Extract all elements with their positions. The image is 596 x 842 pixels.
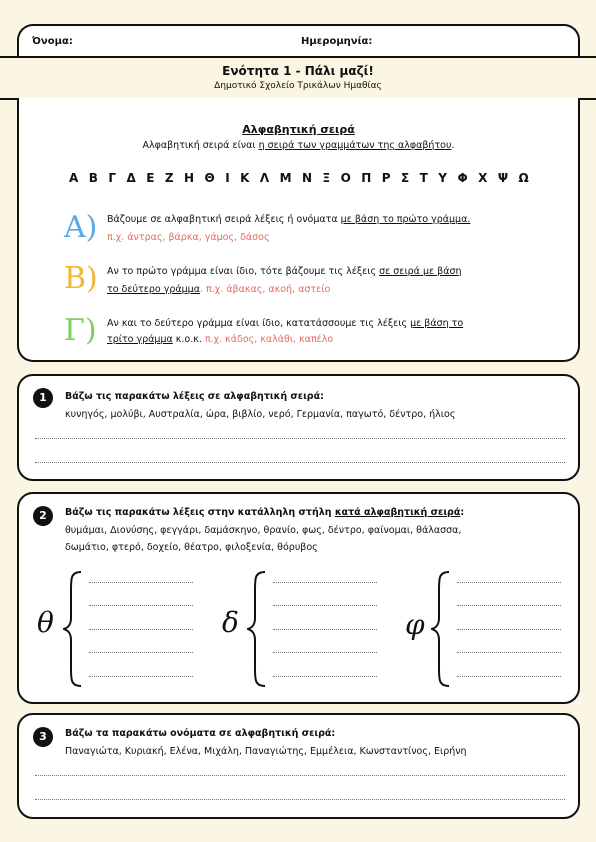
exercise-3-box bbox=[17, 713, 580, 819]
column-delta-letter: δ bbox=[222, 606, 239, 639]
rule-c-letter: Γ) bbox=[64, 313, 97, 348]
alphabet-letter: Η bbox=[184, 171, 195, 185]
alphabet-letter: Β bbox=[88, 171, 98, 185]
answer-line[interactable] bbox=[457, 652, 561, 653]
answer-line[interactable] bbox=[89, 676, 193, 677]
rule-b-underlined: σε σειρά με βάση bbox=[379, 266, 462, 277]
definition-text: Αλφαβητική σειρά είναι bbox=[142, 140, 259, 151]
alphabet-letter: Ι bbox=[225, 171, 230, 185]
answer-line[interactable] bbox=[273, 629, 377, 630]
example-label: . π.χ. bbox=[199, 284, 227, 295]
curly-brace bbox=[431, 570, 451, 688]
exercise-3-instruction: Βάζω τα παρακάτω ονόματα σε αλφαβητική σειρά: bbox=[65, 728, 336, 739]
alphabet-letter: Υ bbox=[438, 171, 447, 185]
answer-line[interactable] bbox=[35, 438, 565, 439]
rule-a-text bbox=[107, 214, 470, 225]
rule-b-line2 bbox=[107, 284, 330, 295]
example-label: π.χ. bbox=[204, 334, 226, 345]
definition-underlined: η σειρά των γραμμάτων της αλφαβήτου bbox=[258, 140, 452, 151]
exercise-2-words-line-2: δωμάτιο, φτερό, δοχείο, θέατρο, φιλοξενία, θόρυβος bbox=[65, 542, 318, 553]
column-phi-letter: φ bbox=[405, 608, 425, 641]
alphabet-letter: Μ bbox=[279, 171, 292, 185]
alphabet-letter: Ρ bbox=[381, 171, 391, 185]
answer-line[interactable] bbox=[457, 629, 561, 630]
answer-line[interactable] bbox=[89, 605, 193, 606]
instruction-text: Βάζω τις παρακάτω λέξεις στην κατάλληλη στήλη bbox=[65, 507, 335, 518]
rule-c-underlined: με βάση το bbox=[410, 318, 464, 329]
alphabet-letter: Δ bbox=[126, 171, 136, 185]
answer-line[interactable] bbox=[35, 462, 565, 463]
rule-b-letter: Β) bbox=[64, 261, 98, 296]
rule-a-line: Βάζουμε σε αλφαβητική σειρά λέξεις ή ονόματα bbox=[107, 214, 341, 225]
rule-b-line: Αν το πρώτο γράμμα είναι ίδιο, τότε βάζουμε τις λέξεις bbox=[107, 266, 380, 277]
theory-box bbox=[17, 98, 580, 362]
answer-line[interactable] bbox=[457, 676, 561, 677]
exercise-1-words: κυνηγός, μολύβι, Αυστραλία, ώρα, βιβλίο, νερό, Γερμανία, παγωτό, δέντρο, ήλιος bbox=[65, 409, 456, 420]
alphabet-letter: Ζ bbox=[164, 171, 174, 185]
exercise-1-box bbox=[17, 374, 580, 481]
answer-line[interactable] bbox=[35, 775, 565, 776]
alphabet-letter: Ε bbox=[146, 171, 155, 185]
alphabet-letter: Τ bbox=[419, 171, 428, 185]
exercise-2-instruction bbox=[65, 507, 464, 518]
alphabet-letter: Ο bbox=[340, 171, 351, 185]
answer-line[interactable] bbox=[89, 652, 193, 653]
alphabet-letter: Χ bbox=[478, 171, 488, 185]
rule-b-underlined-2: το δεύτερο γράμμα bbox=[107, 284, 200, 295]
answer-line[interactable] bbox=[89, 629, 193, 630]
rule-c-line2 bbox=[107, 334, 333, 345]
curly-brace bbox=[63, 570, 83, 688]
column-theta-letter: θ bbox=[37, 606, 54, 639]
curly-brace bbox=[247, 570, 267, 688]
exercise-1-instruction: Βάζω τις παρακάτω λέξεις σε αλφαβητική σειρά: bbox=[65, 391, 324, 402]
answer-line[interactable] bbox=[273, 582, 377, 583]
answer-line[interactable] bbox=[457, 605, 561, 606]
alphabet-letter: Ν bbox=[302, 171, 313, 185]
answer-line[interactable] bbox=[35, 799, 565, 800]
instruction-underlined: κατά αλφαβητική σειρά bbox=[334, 507, 461, 518]
alphabet-letter: Θ bbox=[204, 171, 215, 185]
theory-heading: Αλφαβητική σειρά bbox=[242, 123, 355, 136]
exercise-2-words-line-1: θυμάμαι, Διονύσης, φεγγάρι, δαμάσκηνο, θρανίο, φως, δέντρο, φαίνομαι, θάλασσα, bbox=[65, 525, 462, 536]
date-label: Ημερομηνία: bbox=[301, 36, 373, 47]
school-name: Δημοτικό Σχολείο Τρικάλων Ημαθίας bbox=[214, 81, 382, 91]
rule-a-letter: Α) bbox=[64, 210, 98, 245]
exercise-number: 3 bbox=[33, 727, 53, 747]
alphabet-letter: Α bbox=[69, 171, 79, 185]
definition-end: . bbox=[451, 140, 455, 151]
alphabet-row bbox=[69, 171, 529, 185]
answer-line[interactable] bbox=[89, 582, 193, 583]
example-words: άντρας, βάρκα, γάμος, δάσος bbox=[127, 232, 270, 243]
exercise-3-names: Παναγιώτα, Κυριακή, Ελένα, Μιχάλη, Παναγιώτης, Εμμέλεια, Κωνσταντίνος, Ειρήνη bbox=[65, 746, 467, 757]
rule-c-etc: κ.ο.κ. bbox=[172, 334, 205, 345]
exercise-number: 2 bbox=[33, 506, 53, 526]
exercise-number: 1 bbox=[33, 388, 53, 408]
instruction-end: : bbox=[460, 507, 465, 518]
theory-definition bbox=[19, 140, 578, 151]
answer-line[interactable] bbox=[273, 605, 377, 606]
alphabet-letter: Λ bbox=[259, 171, 270, 185]
unit-banner bbox=[0, 56, 596, 100]
exercise-2-box bbox=[17, 492, 580, 704]
example-words: κάδος, καλάθι, καπέλο bbox=[225, 334, 334, 345]
example-label: π.χ. bbox=[107, 232, 128, 243]
alphabet-letter: Σ bbox=[400, 171, 410, 185]
rule-c-underlined-2: τρίτο γράμμα bbox=[107, 334, 173, 345]
rule-b-text bbox=[107, 266, 462, 277]
alphabet-letter: Γ bbox=[108, 171, 117, 185]
alphabet-letter: Φ bbox=[457, 171, 468, 185]
rule-c-text bbox=[107, 318, 463, 329]
unit-title: Ενότητα 1 - Πάλι μαζί! bbox=[222, 64, 374, 78]
rule-a-underlined: με βάση το πρώτο γράμμα. bbox=[340, 214, 471, 225]
alphabet-letter: Ω bbox=[518, 171, 529, 185]
rule-a-example bbox=[107, 232, 270, 243]
alphabet-letter: Π bbox=[361, 171, 372, 185]
alphabet-letter: Κ bbox=[240, 171, 250, 185]
name-label: Όνομα: bbox=[32, 36, 73, 47]
answer-line[interactable] bbox=[273, 652, 377, 653]
example-words: άβακας, ακοή, αστείο bbox=[226, 284, 331, 295]
answer-line[interactable] bbox=[273, 676, 377, 677]
alphabet-letter: Ξ bbox=[322, 171, 331, 185]
answer-line[interactable] bbox=[457, 582, 561, 583]
alphabet-letter: Ψ bbox=[497, 171, 509, 185]
rule-c-line: Αν και το δεύτερο γράμμα είναι ίδιο, κατατάσσουμε τις λέξεις bbox=[107, 318, 411, 329]
